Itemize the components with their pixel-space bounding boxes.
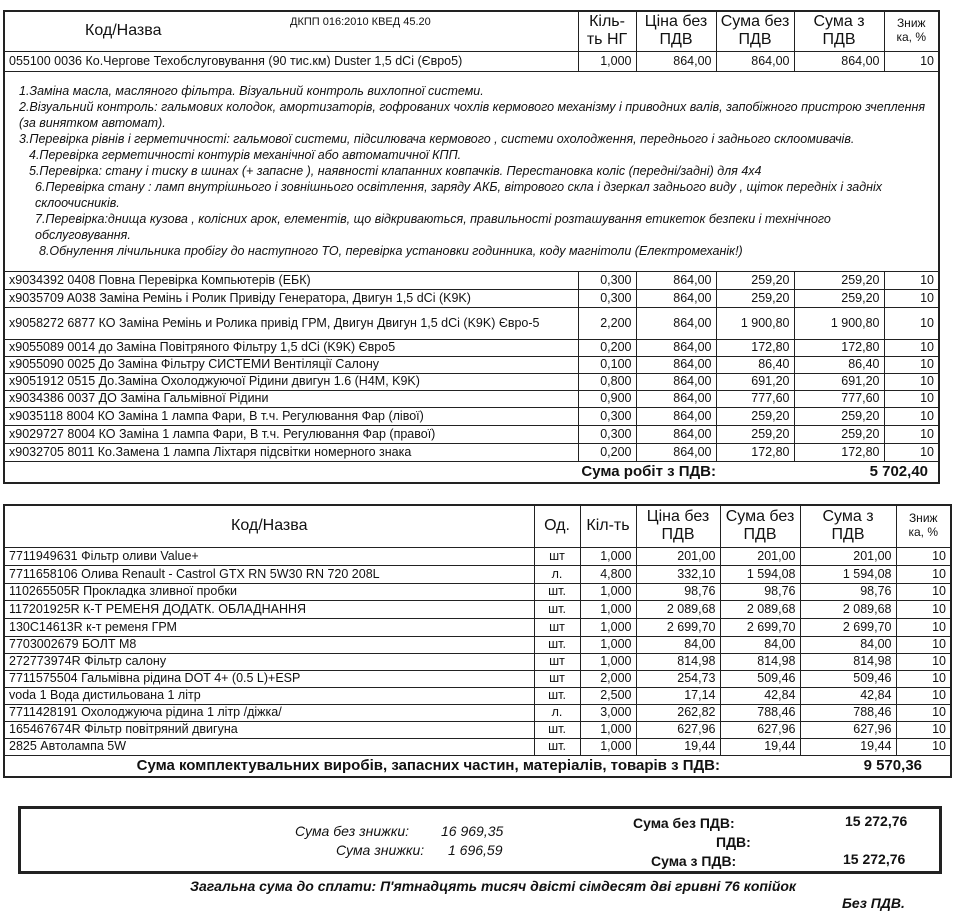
part-name: 110265505R Прокладка зливної пробки [4, 583, 534, 600]
part-price: 627,96 [636, 721, 720, 738]
work-name: x9029727 8004 КО Заміна 1 лампа Фари, В т.ч. Регулювання Фар (правої) [4, 425, 578, 443]
work-discount: 10 [884, 443, 939, 461]
part-discount: 10 [896, 704, 951, 721]
parts-row [4, 547, 951, 565]
works-row [4, 307, 939, 339]
parts-row [4, 565, 951, 583]
works-header-qty: Кіль-ть НГ [578, 11, 636, 51]
part-unit: шт [534, 547, 580, 565]
description-line: 1.Заміна масла, масляного фільтра. Візуальний контроль вихлопної системи. [19, 84, 484, 98]
part-sum-no-vat: 201,00 [720, 547, 800, 565]
work-price: 864,00 [636, 373, 716, 390]
part-sum-no-vat: 788,46 [720, 704, 800, 721]
works-total-value: 5 702,40 [716, 461, 939, 483]
work-price: 864,00 [636, 390, 716, 407]
no-discount-label: Сума без знижки: [295, 823, 410, 839]
works-row [4, 289, 939, 307]
work-discount: 10 [884, 390, 939, 407]
work-sum-vat: 259,20 [794, 271, 884, 289]
parts-total-label: Сума комплектувальних виробів, запасних частин, матеріалів, товарів з ПДВ: [4, 755, 720, 777]
parts-header-sum-vat: Сума з ПДВ [800, 505, 896, 547]
work-qty: 0,800 [578, 373, 636, 390]
part-sum-no-vat: 814,98 [720, 653, 800, 670]
part-unit: шт. [534, 583, 580, 600]
parts-row [4, 653, 951, 670]
main-item-discount: 10 [884, 51, 939, 71]
vat-label: ПДВ: [716, 834, 751, 850]
part-discount: 10 [896, 687, 951, 704]
work-name: x9055089 0014 до Заміна Повітряного Фільтру 1,5 dCi (K9K) Євро5 [4, 339, 578, 356]
work-sum-no-vat: 259,20 [716, 425, 794, 443]
part-price: 814,98 [636, 653, 720, 670]
main-item-sum-no-vat: 864,00 [716, 51, 794, 71]
part-qty: 1,000 [580, 583, 636, 600]
part-sum-vat: 201,00 [800, 547, 896, 565]
work-name: x9035118 8004 КО Заміна 1 лампа Фари, В т.ч. Регулювання Фар (лівої) [4, 407, 578, 425]
part-qty: 2,000 [580, 670, 636, 687]
discount-label: Сума знижки: [336, 842, 425, 858]
works-row [4, 356, 939, 373]
parts-row [4, 721, 951, 738]
parts-row [4, 738, 951, 755]
part-qty: 1,000 [580, 618, 636, 636]
part-sum-no-vat: 19,44 [720, 738, 800, 755]
parts-header-unit: Од. [534, 505, 580, 547]
parts-header-sum-no-vat: Сума без ПДВ [720, 505, 800, 547]
parts-total-value: 9 570,36 [720, 755, 951, 777]
work-qty: 0,100 [578, 356, 636, 373]
part-price: 2 699,70 [636, 618, 720, 636]
part-sum-vat: 814,98 [800, 653, 896, 670]
part-name: 165467674R Фільтр повітряний двигуна [4, 721, 534, 738]
part-discount: 10 [896, 583, 951, 600]
works-header-sum-vat: Сума з ПДВ [794, 11, 884, 51]
parts-total-row [4, 755, 951, 777]
works-main-item-row [4, 51, 939, 71]
work-discount: 10 [884, 356, 939, 373]
work-discount: 10 [884, 373, 939, 390]
part-price: 201,00 [636, 547, 720, 565]
part-name: 2825 Автолампа 5W [4, 738, 534, 755]
part-name: 117201925R К-Т РЕМЕНЯ ДОДАТК. ОБЛАДНАННЯ [4, 600, 534, 618]
work-sum-no-vat: 1 900,80 [716, 307, 794, 339]
part-sum-no-vat: 2 699,70 [720, 618, 800, 636]
main-item-price: 864,00 [636, 51, 716, 71]
work-sum-no-vat: 691,20 [716, 373, 794, 390]
part-name: 130C14613R к-т ременя ГРМ [4, 618, 534, 636]
summary-box [18, 806, 942, 874]
work-name: x9032705 8011 Ко.Замена 1 лампа Ліхтаря підсвітки номерного знака [4, 443, 578, 461]
work-name: x9034392 0408 Повна Перевірка Компьютерів (ЕБК) [4, 271, 578, 289]
part-discount: 10 [896, 670, 951, 687]
parts-row [4, 618, 951, 636]
part-discount: 10 [896, 547, 951, 565]
parts-row [4, 704, 951, 721]
work-name: x9051912 0515 До.Заміна Охолоджуючої Рідини двигун 1.6 (H4M, K9K) [4, 373, 578, 390]
parts-header-qty: Кіл-ть [580, 505, 636, 547]
description-line: 5.Перевірка: стану і тиску в шинах (+ запасне ), наявності клапанних ковпачків. Перестановка коліс (передні/задні) для 4х4 [29, 164, 762, 178]
no-discount-value: 16 969,35 [441, 823, 504, 839]
work-sum-vat: 172,80 [794, 443, 884, 461]
part-qty: 2,500 [580, 687, 636, 704]
part-qty: 1,000 [580, 738, 636, 755]
with-vat-value: 15 272,76 [843, 851, 906, 867]
part-discount: 10 [896, 721, 951, 738]
part-sum-vat: 1 594,08 [800, 565, 896, 583]
works-row [4, 339, 939, 356]
parts-row [4, 600, 951, 618]
works-description [4, 71, 939, 271]
work-sum-no-vat: 259,20 [716, 289, 794, 307]
work-discount: 10 [884, 307, 939, 339]
work-price: 864,00 [636, 407, 716, 425]
parts-row [4, 636, 951, 653]
description-line: 2.Візуальний контроль: гальмових колодок, амортизаторів, гофрованих чохлів кермового механізму і приводних валів, запобіжного пристрою зчеплення (за винятком автомат). [19, 100, 926, 130]
part-discount: 10 [896, 636, 951, 653]
part-price: 19,44 [636, 738, 720, 755]
part-unit: шт [534, 670, 580, 687]
works-header-code: Код/Назва [4, 11, 578, 51]
parts-header-price: Ціна без ПДВ [636, 505, 720, 547]
work-name: x9035709 A038 Заміна Ремінь і Ролик Привіду Генератора, Двигун 1,5 dCi (K9K) [4, 289, 578, 307]
work-price: 864,00 [636, 443, 716, 461]
part-unit: шт. [534, 738, 580, 755]
part-sum-vat: 2 089,68 [800, 600, 896, 618]
description-line: 4.Перевірка герметичності контурів механічної або автоматичної КПП. [29, 148, 462, 162]
parts-row [4, 583, 951, 600]
part-unit: шт [534, 618, 580, 636]
work-price: 864,00 [636, 356, 716, 373]
no-vat-label: Сума без ПДВ: [633, 815, 735, 831]
parts-header-row [4, 505, 951, 547]
part-price: 2 089,68 [636, 600, 720, 618]
works-header-discount: Зниж ка, % [884, 11, 939, 51]
part-unit: шт [534, 653, 580, 670]
part-price: 262,82 [636, 704, 720, 721]
work-qty: 2,200 [578, 307, 636, 339]
works-description-row [4, 71, 939, 271]
part-sum-vat: 98,76 [800, 583, 896, 600]
parts-row [4, 687, 951, 704]
work-discount: 10 [884, 289, 939, 307]
works-total-row [4, 461, 939, 483]
work-qty: 0,200 [578, 339, 636, 356]
part-sum-vat: 2 699,70 [800, 618, 896, 636]
part-name: 272773974R Фільтр салону [4, 653, 534, 670]
work-discount: 10 [884, 339, 939, 356]
part-sum-no-vat: 1 594,08 [720, 565, 800, 583]
part-qty: 1,000 [580, 653, 636, 670]
works-header-row [4, 11, 939, 51]
doc-ref: ДКПП 016:2010 КВЕД 45.20 [290, 16, 431, 28]
work-name: x9055090 0025 До Заміна Фільтру СИСТЕМИ Вентіляції Салону [4, 356, 578, 373]
part-price: 84,00 [636, 636, 720, 653]
works-row [4, 271, 939, 289]
work-price: 864,00 [636, 307, 716, 339]
description-line: 7.Перевірка:днища кузова , колісних арок, елементів, що відкриваються, правильності розташування етикеток безпеки і технічного обслуговування. [35, 212, 831, 242]
part-qty: 1,000 [580, 600, 636, 618]
no-vat-value: 15 272,76 [845, 813, 908, 829]
part-sum-vat: 84,00 [800, 636, 896, 653]
part-price: 332,10 [636, 565, 720, 583]
no-vat-note: Без ПДВ. [842, 895, 905, 911]
works-row [4, 407, 939, 425]
part-discount: 10 [896, 600, 951, 618]
work-price: 864,00 [636, 289, 716, 307]
works-row [4, 373, 939, 390]
part-discount: 10 [896, 653, 951, 670]
work-sum-no-vat: 86,40 [716, 356, 794, 373]
part-price: 98,76 [636, 583, 720, 600]
description-line: 6.Перевірка стану : ламп внутрішнього і зовнішнього освітлення, заряду АКБ, вітрового скла і дзеркал заднього виду , щіток передніх і задніх склоочисників. [35, 180, 883, 210]
work-name: x9034386 0037 ДО Заміна Гальмівної Рідини [4, 390, 578, 407]
work-price: 864,00 [636, 339, 716, 356]
part-sum-no-vat: 42,84 [720, 687, 800, 704]
part-qty: 1,000 [580, 721, 636, 738]
work-price: 864,00 [636, 271, 716, 289]
main-item-name: 055100 0036 Ко.Чергове Техобслуговування (90 тис.км) Duster 1,5 dCi (Євро5) [4, 51, 578, 71]
works-table [3, 10, 940, 484]
work-sum-no-vat: 259,20 [716, 271, 794, 289]
works-row [4, 390, 939, 407]
work-discount: 10 [884, 407, 939, 425]
part-sum-vat: 509,46 [800, 670, 896, 687]
total-in-words: Загальна сума до сплати: П'ятнадцять тисяч двісті сімдесят дві гривні 76 копійок [190, 878, 797, 894]
work-sum-vat: 1 900,80 [794, 307, 884, 339]
work-sum-no-vat: 259,20 [716, 407, 794, 425]
part-qty: 4,800 [580, 565, 636, 583]
part-unit: шт. [534, 721, 580, 738]
works-row [4, 443, 939, 461]
part-unit: шт. [534, 687, 580, 704]
part-discount: 10 [896, 565, 951, 583]
description-line: 3.Перевірка рівнів і герметичності: гальмової системи, підсилювача кермового , системи охолодження, переднього і заднього склоомивачів. [19, 132, 855, 146]
works-total-label: Сума робіт з ПДВ: [4, 461, 716, 483]
part-qty: 1,000 [580, 547, 636, 565]
parts-table [3, 504, 952, 778]
part-name: 7711658106 Олива Renault - Castrol GTX RN 5W30 RN 720 208L [4, 565, 534, 583]
part-unit: л. [534, 565, 580, 583]
works-header-price: Ціна без ПДВ [636, 11, 716, 51]
part-discount: 10 [896, 618, 951, 636]
part-unit: л. [534, 704, 580, 721]
part-sum-vat: 627,96 [800, 721, 896, 738]
work-sum-vat: 691,20 [794, 373, 884, 390]
work-name: x9058272 6877 КО Заміна Ремінь и Ролика привід ГРМ, Двигун Двигун 1,5 dCi (K9K) Євро-5 [4, 307, 578, 339]
part-name: 7711575504 Гальмівна рідина DOT 4+ (0.5 L)+ESP [4, 670, 534, 687]
work-sum-no-vat: 777,60 [716, 390, 794, 407]
part-sum-no-vat: 509,46 [720, 670, 800, 687]
work-discount: 10 [884, 271, 939, 289]
works-header-sum-no-vat: Сума без ПДВ [716, 11, 794, 51]
work-sum-vat: 259,20 [794, 425, 884, 443]
discount-value: 1 696,59 [448, 842, 503, 858]
work-sum-vat: 259,20 [794, 407, 884, 425]
part-name: 7703002679 БОЛТ М8 [4, 636, 534, 653]
part-price: 17,14 [636, 687, 720, 704]
part-price: 254,73 [636, 670, 720, 687]
part-sum-vat: 788,46 [800, 704, 896, 721]
work-qty: 0,300 [578, 289, 636, 307]
main-item-qty: 1,000 [578, 51, 636, 71]
part-qty: 1,000 [580, 636, 636, 653]
part-name: voda 1 Вода дистильована 1 літр [4, 687, 534, 704]
work-qty: 0,300 [578, 407, 636, 425]
work-sum-vat: 172,80 [794, 339, 884, 356]
with-vat-label: Сума з ПДВ: [651, 853, 737, 869]
work-discount: 10 [884, 425, 939, 443]
part-sum-no-vat: 84,00 [720, 636, 800, 653]
works-row [4, 425, 939, 443]
part-sum-no-vat: 627,96 [720, 721, 800, 738]
description-line: 8.Обнулення лічильника пробігу до наступного ТО, перевірка установки годинника, коду магнітоли (Електромеханік!) [39, 244, 743, 258]
work-sum-vat: 86,40 [794, 356, 884, 373]
part-unit: шт. [534, 636, 580, 653]
parts-header-code: Код/Назва [4, 505, 534, 547]
part-name: 7711428191 Охолоджуюча рідина 1 літр /діжка/ [4, 704, 534, 721]
main-item-sum-vat: 864,00 [794, 51, 884, 71]
part-unit: шт. [534, 600, 580, 618]
part-sum-vat: 42,84 [800, 687, 896, 704]
work-sum-vat: 777,60 [794, 390, 884, 407]
parts-row [4, 670, 951, 687]
work-sum-no-vat: 172,80 [716, 443, 794, 461]
part-qty: 3,000 [580, 704, 636, 721]
parts-header-discount: Зниж ка, % [896, 505, 951, 547]
part-name: 7711949631 Фільтр оливи Value+ [4, 547, 534, 565]
work-qty: 0,200 [578, 443, 636, 461]
part-discount: 10 [896, 738, 951, 755]
work-sum-no-vat: 172,80 [716, 339, 794, 356]
work-qty: 0,300 [578, 425, 636, 443]
work-qty: 0,300 [578, 271, 636, 289]
part-sum-vat: 19,44 [800, 738, 896, 755]
work-price: 864,00 [636, 425, 716, 443]
work-sum-vat: 259,20 [794, 289, 884, 307]
part-sum-no-vat: 98,76 [720, 583, 800, 600]
part-sum-no-vat: 2 089,68 [720, 600, 800, 618]
work-qty: 0,900 [578, 390, 636, 407]
